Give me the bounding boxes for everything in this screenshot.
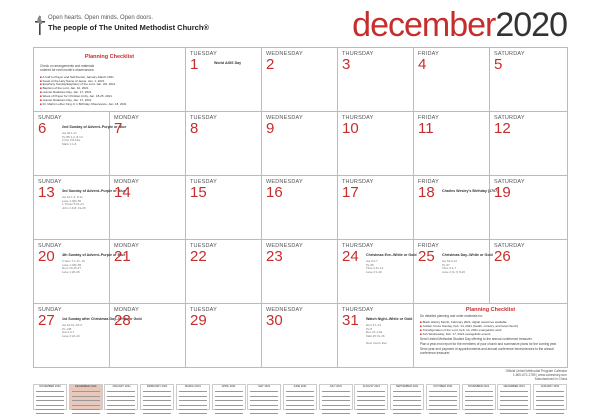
mini-calendar-title: AUGUST 2021 bbox=[362, 385, 381, 388]
planning-checklist-title: Planning Checklist bbox=[84, 54, 135, 60]
cross-and-flame-logo-icon bbox=[34, 14, 46, 36]
mini-calendar-week bbox=[179, 405, 207, 407]
mini-calendar bbox=[354, 384, 388, 410]
day-number: 24 bbox=[342, 248, 359, 265]
mini-calendar-title: DECEMBER 2020 bbox=[75, 385, 97, 388]
day-name: MONDAY bbox=[114, 179, 139, 185]
day-cell[interactable] bbox=[490, 112, 568, 176]
mini-calendar-week bbox=[72, 413, 100, 415]
tagline: Open hearts. Open minds. Open doors. bbox=[48, 15, 154, 21]
mini-calendar-week bbox=[393, 405, 421, 407]
day-cell[interactable] bbox=[110, 112, 186, 176]
mini-calendar-week bbox=[107, 391, 135, 393]
mini-calendar-week bbox=[179, 413, 207, 415]
mini-calendar-week bbox=[322, 413, 350, 415]
planning-checklist-bottom-intro: Do detailed planning and order materials for: bbox=[420, 314, 483, 318]
mini-calendar-title: FEBRUARY 2021 bbox=[146, 385, 168, 388]
day-cell[interactable] bbox=[338, 176, 414, 240]
day-number: 4 bbox=[418, 56, 427, 73]
mini-calendar-week bbox=[500, 409, 528, 411]
mini-calendar-week bbox=[465, 396, 493, 398]
mini-calendar-week bbox=[357, 413, 385, 415]
checklist-item: ■ Ash Wednesday, Feb. 17, 2021 evangelistic events bbox=[420, 333, 567, 337]
day-number: 17 bbox=[342, 184, 359, 201]
day-number: 18 bbox=[418, 184, 435, 201]
planning-checklist-bottom bbox=[414, 304, 568, 368]
day-number: 25 bbox=[418, 248, 435, 265]
mini-calendar-week bbox=[215, 391, 243, 393]
day-detail: Isa 9:2-7 Ps 96 Titus 2:11-14 Luke 2:1-20 bbox=[366, 259, 384, 274]
day-name: SATURDAY bbox=[494, 115, 525, 121]
mini-calendar bbox=[426, 384, 460, 410]
day-name: SATURDAY bbox=[494, 179, 525, 185]
checklist-note: Plan a year-end report for the members of your church and summarize plans for the coming year. bbox=[420, 342, 557, 347]
mini-calendar-week bbox=[357, 391, 385, 393]
mini-calendar-week bbox=[393, 396, 421, 398]
day-name: TUESDAY bbox=[190, 115, 217, 121]
day-note: Christmas Day–White or Gold bbox=[442, 253, 493, 257]
mini-calendar-week bbox=[322, 405, 350, 407]
mini-calendar-week bbox=[215, 405, 243, 407]
day-cell[interactable] bbox=[338, 48, 414, 112]
mini-calendar-week bbox=[500, 405, 528, 407]
day-name: WEDNESDAY bbox=[266, 51, 303, 57]
day-number: 30 bbox=[266, 312, 283, 329]
day-cell[interactable] bbox=[110, 304, 186, 368]
mini-calendar-week bbox=[465, 409, 493, 411]
mini-calendar-week bbox=[286, 396, 314, 398]
mini-calendar bbox=[497, 384, 531, 410]
day-detail: 2 Sam 7:1-11, 16 Luke 1:46b-55 Rom 16:25-27 Luke 1:26-38 bbox=[62, 259, 85, 274]
day-name: SATURDAY bbox=[494, 243, 525, 249]
day-cell[interactable] bbox=[338, 112, 414, 176]
day-name: THURSDAY bbox=[342, 115, 374, 121]
mini-calendar-title: MARCH 2021 bbox=[184, 385, 201, 388]
footer-line: Official United Methodist Program Calendar bbox=[505, 369, 567, 373]
mini-calendar-week bbox=[72, 396, 100, 398]
mini-calendar-week bbox=[179, 400, 207, 402]
mini-calendar-week bbox=[179, 391, 207, 393]
mini-calendar bbox=[33, 384, 67, 410]
day-name: SUNDAY bbox=[38, 179, 62, 185]
mini-calendar-title: JULY 2021 bbox=[329, 385, 342, 388]
mini-calendar-week bbox=[215, 413, 243, 415]
day-number: 28 bbox=[114, 312, 131, 329]
day-number: 23 bbox=[266, 248, 283, 265]
mini-calendar-week bbox=[286, 405, 314, 407]
day-number: 8 bbox=[190, 120, 199, 137]
day-name: SATURDAY bbox=[494, 51, 525, 57]
mini-calendar-week bbox=[36, 391, 64, 393]
month-title: december bbox=[352, 6, 496, 44]
day-name: THURSDAY bbox=[342, 179, 374, 185]
mini-calendar bbox=[176, 384, 210, 410]
day-note: 3rd Sunday of Advent–Purple or Blue bbox=[62, 189, 126, 193]
mini-calendar-week bbox=[250, 405, 278, 407]
checklist-item: ■ Baptism of the Lord, Jan. 10, 2021 bbox=[40, 87, 185, 91]
day-cell[interactable] bbox=[338, 304, 414, 368]
day-number: 19 bbox=[494, 184, 511, 201]
day-number: 15 bbox=[190, 184, 207, 201]
day-name: FRIDAY bbox=[418, 115, 439, 121]
mini-calendar-week bbox=[322, 396, 350, 398]
day-name: TUESDAY bbox=[190, 307, 217, 313]
day-note: Charles Wesley's Birthday (1707) bbox=[442, 189, 499, 193]
mini-calendar bbox=[140, 384, 174, 410]
mini-calendar-week bbox=[72, 405, 100, 407]
mini-calendar-week bbox=[393, 413, 421, 415]
checklist-note: Send United Methodist Student Day offering to the annual conference treasurer. bbox=[420, 337, 533, 342]
mini-calendar bbox=[212, 384, 246, 410]
day-detail: Isa 40:1-11 Ps 85:1-2, 8-13 2 Pet 3:8-15a Mark 1:1-8 bbox=[62, 131, 83, 146]
checklist-item: ■ Black History Month, February 2021; digital resources available bbox=[420, 321, 567, 325]
day-number: 21 bbox=[114, 248, 131, 265]
mini-calendar-week bbox=[286, 413, 314, 415]
day-cell[interactable] bbox=[490, 48, 568, 112]
mini-calendar-week bbox=[322, 409, 350, 411]
mini-calendar-week bbox=[393, 409, 421, 411]
mini-calendar-week bbox=[250, 409, 278, 411]
mini-calendar-week bbox=[143, 396, 171, 398]
mini-calendar-title: JANUARY 2021 bbox=[112, 385, 131, 388]
mini-calendar-title: JANUARY 2022 bbox=[540, 385, 560, 388]
mini-calendar-week bbox=[357, 400, 385, 402]
day-name: FRIDAY bbox=[418, 179, 439, 185]
day-detail: Eccl 3:1-13 Ps 8 Rev 21:1-6a Matt 25:31-46 New Year's Eve bbox=[366, 323, 387, 345]
planning-checklist-bottom-title: Planning Checklist bbox=[465, 307, 516, 313]
day-name: TUESDAY bbox=[190, 51, 217, 57]
day-number: 7 bbox=[114, 120, 123, 137]
day-number: 5 bbox=[494, 56, 503, 73]
planning-checklist-top bbox=[34, 48, 186, 112]
day-name: THURSDAY bbox=[342, 51, 374, 57]
mini-calendar-week bbox=[72, 400, 100, 402]
brand-name: The people of The United Methodist Church® bbox=[48, 23, 209, 32]
day-number: 20 bbox=[38, 248, 55, 265]
day-number: 29 bbox=[190, 312, 207, 329]
day-number: 13 bbox=[38, 184, 55, 201]
mini-calendar-week bbox=[357, 405, 385, 407]
day-note: World AIDS Day bbox=[214, 61, 242, 65]
mini-calendar-title: JUNE 2021 bbox=[293, 385, 307, 388]
day-name: THURSDAY bbox=[342, 243, 374, 249]
day-number: 16 bbox=[266, 184, 283, 201]
mini-calendar-week bbox=[250, 400, 278, 402]
day-name: SUNDAY bbox=[38, 243, 62, 249]
page-title bbox=[352, 6, 567, 44]
mini-calendar-week bbox=[500, 391, 528, 393]
day-name: MONDAY bbox=[114, 115, 139, 121]
day-name: FRIDAY bbox=[418, 243, 439, 249]
mini-calendar-week bbox=[536, 405, 564, 407]
calendar-footer bbox=[506, 369, 567, 381]
footer-line: Manufactured in China bbox=[534, 377, 567, 381]
mini-calendar bbox=[247, 384, 281, 410]
day-name: WEDNESDAY bbox=[266, 179, 303, 185]
day-name: SUNDAY bbox=[38, 115, 62, 121]
day-detail: Isa 62:6-12 Ps 97 Titus 3:4-7 Luke 2:(1-7) 8-20 bbox=[442, 259, 466, 274]
mini-calendar-week bbox=[465, 400, 493, 402]
day-name: TUESDAY bbox=[190, 243, 217, 249]
day-note: 1st Sunday after Christmas Day–White or Gold bbox=[62, 317, 142, 321]
mini-calendar-week bbox=[107, 396, 135, 398]
mini-calendar-week bbox=[36, 405, 64, 407]
planning-checklist-items bbox=[40, 76, 185, 107]
day-name: SUNDAY bbox=[38, 307, 62, 313]
day-name: MONDAY bbox=[114, 243, 139, 249]
day-note: Christmas Eve–White or Gold bbox=[366, 253, 417, 257]
mini-calendar-title: NOVEMBER 2020 bbox=[39, 385, 61, 388]
day-number: 26 bbox=[494, 248, 511, 265]
day-detail: Isa 61:10–62:3 Ps 148 Gal 4:4-7 Luke 2:22-40 bbox=[62, 323, 82, 338]
checklist-item: ■ Human Relations Day, Jan. 17, 2021 bbox=[40, 99, 185, 103]
day-number: 27 bbox=[38, 312, 55, 329]
mini-calendar-week bbox=[36, 413, 64, 415]
mini-calendar-week bbox=[536, 400, 564, 402]
mini-calendar-week bbox=[465, 413, 493, 415]
day-cell[interactable] bbox=[262, 112, 338, 176]
mini-calendar-week bbox=[107, 409, 135, 411]
day-cell[interactable] bbox=[186, 176, 262, 240]
mini-calendar-week bbox=[500, 396, 528, 398]
mini-calendar-week bbox=[429, 405, 457, 407]
mini-calendar-week bbox=[429, 409, 457, 411]
day-name: MONDAY bbox=[114, 307, 139, 313]
mini-calendar bbox=[390, 384, 424, 410]
day-note: 2nd Sunday of Advent–Purple or Blue bbox=[62, 125, 127, 129]
mini-calendar-week bbox=[322, 400, 350, 402]
day-cell[interactable] bbox=[110, 240, 186, 304]
day-cell[interactable] bbox=[186, 304, 262, 368]
day-cell[interactable] bbox=[34, 176, 126, 240]
day-name: TUESDAY bbox=[190, 179, 217, 185]
mini-calendar-week bbox=[72, 391, 100, 393]
mini-calendar-week bbox=[215, 409, 243, 411]
mini-calendar-week bbox=[429, 391, 457, 393]
mini-calendar-week bbox=[500, 413, 528, 415]
checklist-item: ■ Week of Prayer for Christian Unity, Jan. 18-25, 2021 bbox=[40, 95, 185, 99]
mini-calendar-week bbox=[429, 396, 457, 398]
mini-calendar-week bbox=[215, 396, 243, 398]
day-number: 12 bbox=[494, 120, 511, 137]
day-cell[interactable] bbox=[262, 48, 338, 112]
mini-calendar-week bbox=[215, 400, 243, 402]
mini-calendar-week bbox=[393, 391, 421, 393]
mini-calendar-title: APRIL 2021 bbox=[221, 385, 236, 388]
mini-calendar bbox=[319, 384, 353, 410]
mini-calendar-week bbox=[107, 400, 135, 402]
day-name: THURSDAY bbox=[342, 307, 374, 313]
mini-calendar-week bbox=[536, 413, 564, 415]
mini-calendar-week bbox=[536, 396, 564, 398]
mini-calendar-week bbox=[286, 409, 314, 411]
day-cell[interactable] bbox=[262, 176, 338, 240]
mini-calendar-week bbox=[322, 391, 350, 393]
checklist-item: ■ A Call to Prayer and Self-Denial, January-March 2021 bbox=[40, 76, 185, 80]
day-cell[interactable] bbox=[414, 112, 490, 176]
mini-calendar-week bbox=[107, 413, 135, 415]
planning-checklist-bottom-items bbox=[420, 321, 567, 337]
day-cell[interactable] bbox=[186, 112, 262, 176]
mini-calendar bbox=[462, 384, 496, 410]
day-cell[interactable] bbox=[186, 240, 262, 304]
checklist-note: Send year-end payment of apportionments and annual conference benevolences to the annual conference treasurer. bbox=[420, 347, 554, 355]
mini-calendar-title: OCTOBER 2021 bbox=[433, 385, 453, 388]
day-cell[interactable] bbox=[414, 176, 499, 240]
mini-calendar-week bbox=[465, 405, 493, 407]
mini-calendar-week bbox=[286, 400, 314, 402]
day-number: 1 bbox=[190, 56, 199, 73]
mini-calendar-week bbox=[179, 409, 207, 411]
calendar-header bbox=[0, 0, 600, 48]
mini-calendar-week bbox=[179, 396, 207, 398]
mini-calendar-week bbox=[250, 413, 278, 415]
mini-calendar-week bbox=[500, 400, 528, 402]
mini-calendar-week bbox=[36, 400, 64, 402]
mini-calendar-week bbox=[429, 413, 457, 415]
mini-calendar bbox=[533, 384, 567, 410]
day-number: 10 bbox=[342, 120, 359, 137]
day-number: 14 bbox=[114, 184, 131, 201]
day-number: 11 bbox=[418, 120, 434, 137]
checklist-item: ■ Human Relations Day, Jan. 17, 2021 bbox=[40, 91, 185, 95]
mini-calendar-week bbox=[36, 396, 64, 398]
day-detail: Isa 61:1-4, 8-11 Luke 1:46b-55 1 Thess 5:16-24 John 1:6-8, 19-28 bbox=[62, 195, 86, 210]
day-name: WEDNESDAY bbox=[266, 115, 303, 121]
day-cell[interactable] bbox=[262, 304, 338, 368]
month-grid bbox=[33, 47, 568, 368]
day-cell[interactable] bbox=[490, 240, 568, 304]
mini-calendar-week bbox=[357, 409, 385, 411]
checklist-item: ■ Golden Cross Sunday, Feb. 14, 2021 (health, ministry, and local church) bbox=[420, 325, 567, 329]
day-cell[interactable] bbox=[414, 48, 490, 112]
day-number: 31 bbox=[342, 312, 359, 329]
mini-calendar-week bbox=[36, 409, 64, 411]
mini-calendar-week bbox=[143, 405, 171, 407]
day-cell[interactable] bbox=[414, 240, 493, 304]
mini-calendar-title: SEPTEMBER 2021 bbox=[395, 385, 419, 388]
day-note: 4th Sunday of Advent–Purple or Blue bbox=[62, 253, 126, 257]
mini-calendar-week bbox=[107, 405, 135, 407]
mini-calendar-week bbox=[429, 400, 457, 402]
mini-calendar-week bbox=[250, 396, 278, 398]
mini-calendar bbox=[283, 384, 317, 410]
planning-checklist-intro: Check on arrangements and materials ordered for next month's observances: bbox=[40, 64, 95, 72]
mini-calendar-week bbox=[72, 409, 100, 411]
mini-calendar bbox=[69, 384, 103, 410]
day-cell[interactable] bbox=[490, 176, 568, 240]
mini-calendar-week bbox=[250, 391, 278, 393]
checklist-item: ■ Transfiguration of the Lord, Feb. 14, 2021 evangelistic work bbox=[420, 329, 567, 333]
mini-calendar-week bbox=[465, 391, 493, 393]
day-cell[interactable] bbox=[338, 240, 417, 304]
mini-calendar-strip bbox=[33, 384, 567, 410]
day-number: 6 bbox=[38, 120, 47, 137]
day-number: 2 bbox=[266, 56, 275, 73]
day-name: FRIDAY bbox=[418, 51, 439, 57]
year-title: 2020 bbox=[495, 6, 567, 44]
checklist-item: ■ Dr. Martin Luther King Jr.'s Birthday Observance, Jan. 18, 2021 bbox=[40, 103, 185, 107]
footer-line: 1-800-672-1789 | www.cokesbury.com bbox=[512, 373, 567, 377]
mini-calendar-title: NOVEMBER 2021 bbox=[467, 385, 490, 388]
mini-calendar-title: MAY 2021 bbox=[258, 385, 271, 388]
mini-calendar-week bbox=[143, 400, 171, 402]
mini-calendar bbox=[104, 384, 138, 410]
mini-calendar-week bbox=[143, 409, 171, 411]
mini-calendar-week bbox=[393, 400, 421, 402]
day-number: 3 bbox=[342, 56, 351, 73]
day-number: 22 bbox=[190, 248, 207, 265]
mini-calendar-week bbox=[536, 409, 564, 411]
mini-calendar-week bbox=[143, 413, 171, 415]
day-cell[interactable] bbox=[262, 240, 338, 304]
mini-calendar-week bbox=[536, 391, 564, 393]
day-number: 9 bbox=[266, 120, 275, 137]
mini-calendar-week bbox=[357, 396, 385, 398]
day-name: WEDNESDAY bbox=[266, 243, 303, 249]
checklist-item: ■ Epiphany Sunday/Epiphany of the Lord, Jan. 3/6, 2021 bbox=[40, 83, 185, 87]
checklist-item: ■ Feast of the Holy Name of Jesus, Jan. 1, 2021 bbox=[40, 80, 185, 84]
mini-calendar-title: DECEMBER 2021 bbox=[503, 385, 525, 388]
mini-calendar-week bbox=[286, 391, 314, 393]
day-cell[interactable] bbox=[110, 176, 186, 240]
day-name: WEDNESDAY bbox=[266, 307, 303, 313]
mini-calendar-week bbox=[143, 391, 171, 393]
day-note: Watch Night–White or Gold bbox=[366, 317, 413, 321]
day-cell[interactable] bbox=[186, 48, 262, 112]
